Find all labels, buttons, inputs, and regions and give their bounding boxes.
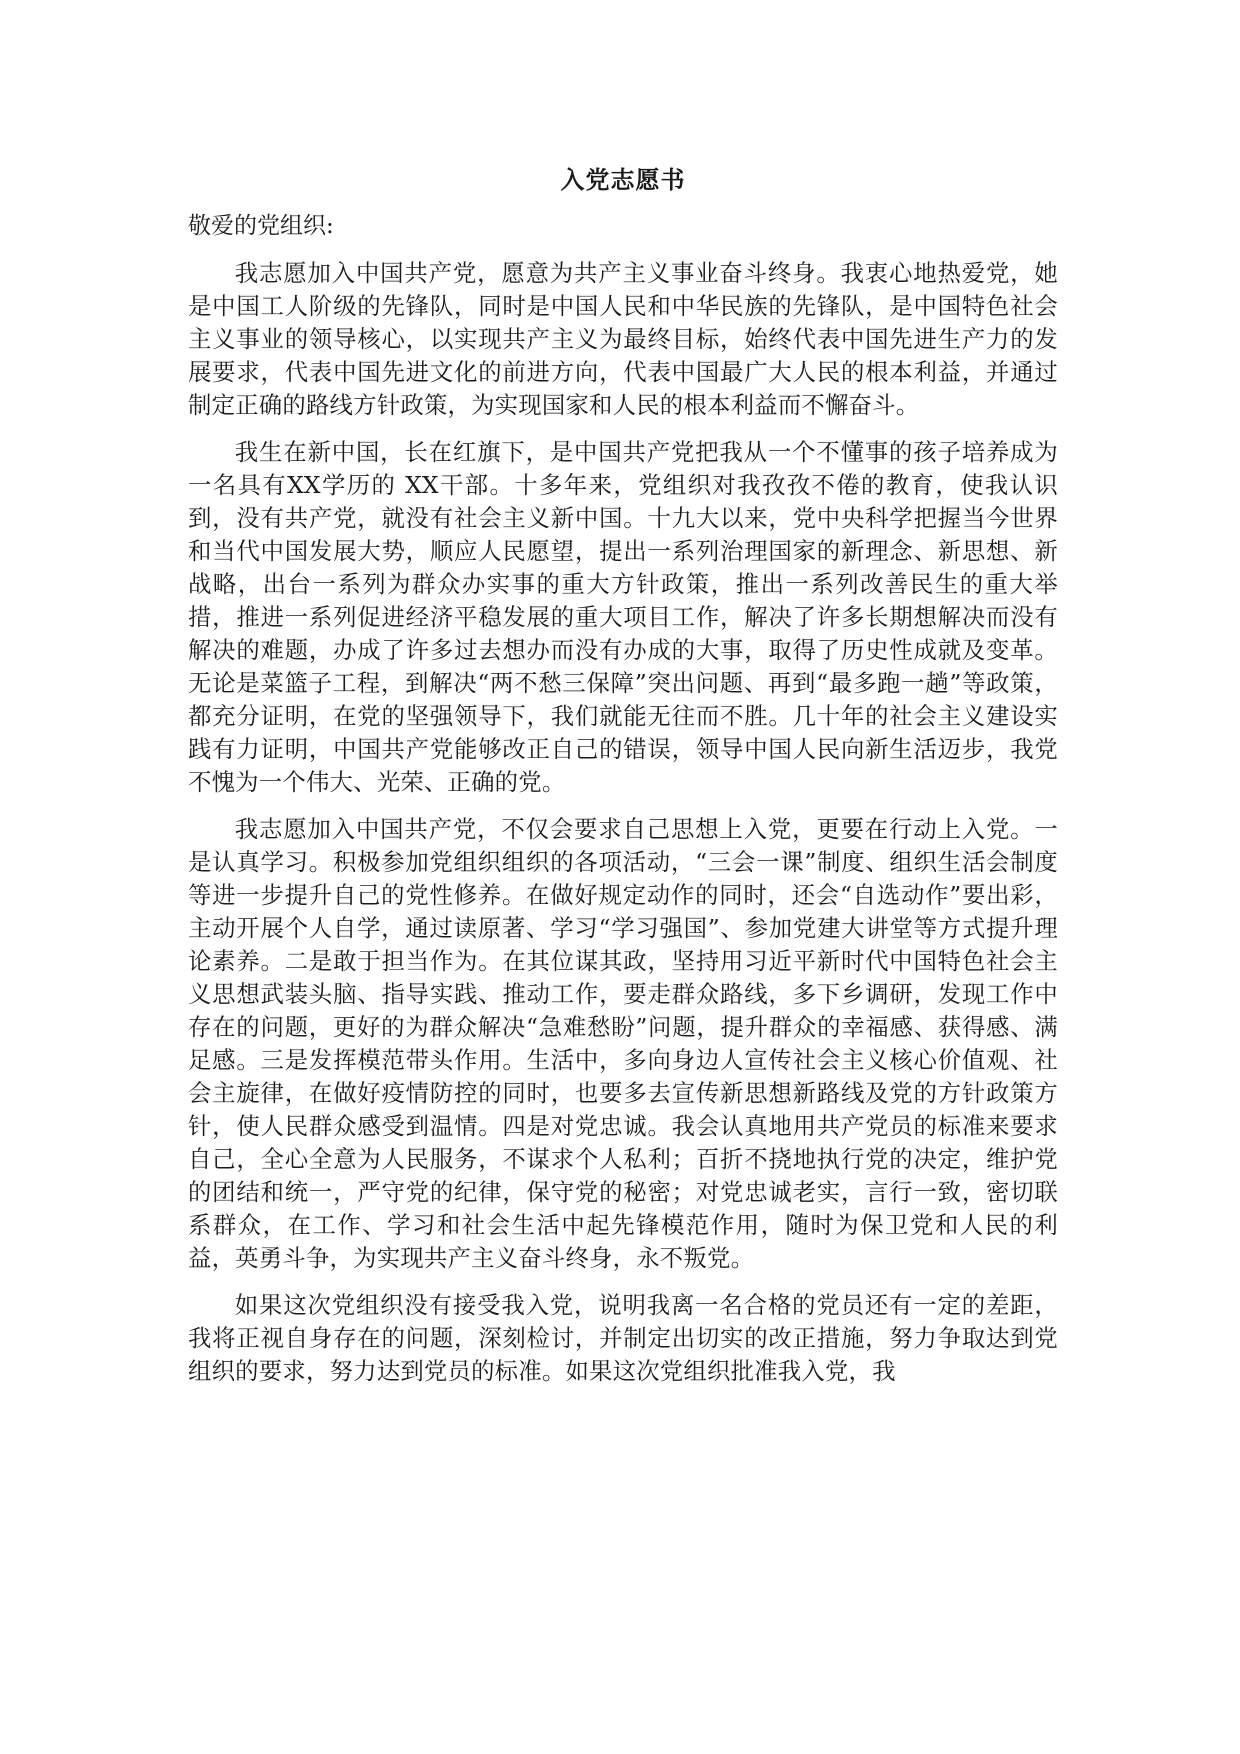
- paragraph-3: 我志愿加入中国共产党，不仅会要求自己思想上入党，更要在行动上入党。一是认真学习。积极参加党组织组织的各项活动，“三会一课”制度、组织生活会制度等进一步提升自己的党性修养。在做好规定动作的同时，还会“自选动作”要出彩，主动开展个人自学，通过读原著、学习“学习强国”、参加党建大讲堂等方式提升理论素养。二是敢于担当作为。在其位谋其政，坚持用习近平新时代中国特色社会主义思想武装头脑、指导实践、推动工作，要走群众路线，多下乡调研，发现工作中存在的问题，更好的为群众解决“急难愁盼”问题，提升群众的幸福感、获得感、满足感。三是发挥模范带头作用。生活中，多向身边人宣传社会主义核心价值观、社会主旋律，在做好疫情防控的同时，也要多去宣传新思想新路线及党的方针政策方针，使人民群众感受到温情。四是对党忠诚。我会认真地用共产党员的标准来要求自己，全心全意为人民服务，不谋求个人私利；百折不挠地执行党的决定，维护党的团结和统一，严守党的纪律，保守党的秘密；对党忠诚老实，言行一致，密切联系群众，在工作、学习和社会生活中起先锋模范作用，随时为保卫党和人民的利益，英勇斗争，为实现共产主义奋斗终身，永不叛党。: [188, 815, 1058, 1272]
- paragraph-4: 如果这次党组织没有接受我入党，说明我离一名合格的党员还有一定的差距，我将正视自身存在的问题，深刻检讨，并制定出切实的改正措施，努力争取达到党组织的要求，努力达到党员的标准。如果这次党组织批准我入党，我: [188, 1291, 1058, 1385]
- document-page: [188, 160, 1058, 1402]
- paragraph-2: 我生在新中国，长在红旗下，是中国共产党把我从一个不懂事的孩子培养成为一名具有XX学历的 XX干部。十多年来，党组织对我孜孜不倦的教育，使我认识到，没有共产党，就没有社会主义新中国。十九大以来，党中央科学把握当今世界和当代中国发展大势，顺应人民愿望，提出一系列治理国家的新理念、新思想、新战略，出台一系列为群众办实事的重大方针政策，推出一系列改善民生的重大举措，推进一系列促进经济平稳发展的重大项目工作，解决了许多长期想解决而没有解决的难题，办成了许多过去想办而没有办成的大事，取得了历史性成就及变革。无论是菜篮子工程，到解决“两不愁三保障”突出问题、再到“最多跑一趟”等政策，都充分证明，在党的坚强领导下，我们就能无往而不胜。几十年的社会主义建设实践有力证明，中国共产党能够改正自己的错误，领导中国人民向新生活迈步，我党不愧为一个伟大、光荣、正确的党。: [188, 438, 1058, 796]
- paragraph-1: 我志愿加入中国共产党，愿意为共产主义事业奋斗终身。我衷心地热爱党，她是中国工人阶级的先锋队，同时是中国人民和中华民族的先锋队，是中国特色社会主义事业的领导核心，以实现共产主义为最终目标，始终代表中国先进生产力的发展要求，代表中国先进文化的前进方向，代表中国最广大人民的根本利益，并通过制定正确的路线方针政策，为实现国家和人民的根本利益而不懈奋斗。: [188, 259, 1058, 419]
- salutation: 敬爱的党组织:: [188, 213, 334, 239]
- document-title: 入党志愿书: [560, 165, 686, 194]
